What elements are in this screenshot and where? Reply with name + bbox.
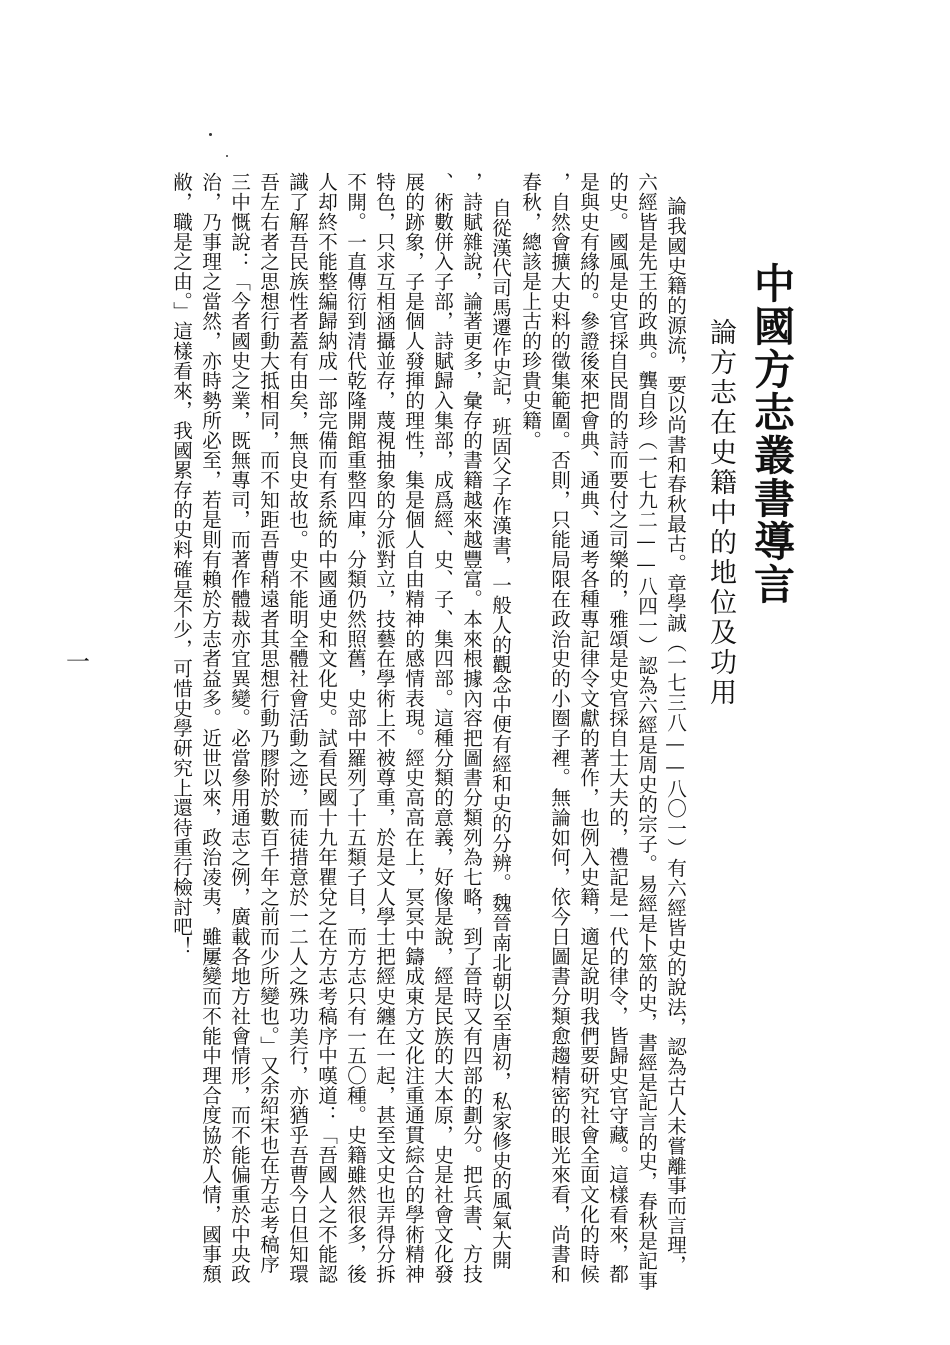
page-number: 一 [66,648,90,676]
document-subtitle: 論方志在史籍中的地位及功用 [705,318,736,708]
text-column: 敝，職是之由。」這樣看來，我國累存的史料確是不少，可惜史學研究上還待重行檢討吧！ [169,172,193,957]
text-column: 的史。國風是史官採自民間的詩而要付之司樂的，雅頌是史官採自士大夫的，禮記是一代的律令，皆歸史官守藏。這樣看來，都 [605,172,629,1284]
text-column: 人却終不能整編歸納成一部完備而有系統的中國通史和文化史。試看民國十九年瞿兌之在方志考稿序中嘆道：「吾國人之不能認 [314,172,338,1284]
text-column: 三中慨說：「今者國史之業，既無專司，而著作體裁亦宜異變。必當參用通志之例，廣載各地方社會情形，而不能偏重於中央政 [227,172,251,1284]
text-column: 吾左右者之思想行動大抵相同，而不知距吾曹稍遠者其思想行動乃膠附於數百千年之前而少所變也。」又余紹宋也在方志考稿序 [256,172,280,1274]
text-column: 春秋，總該是上古的珍貴史籍。 [518,172,542,450]
scan-speck [226,155,228,157]
text-column: 、術數併入子部，詩賦歸入集部，成爲經、史、子、集四部。這種分類的意義，好像是說，經是民族的大本原，史是社會文化發 [430,172,454,1284]
text-column: 識了解吾民族性者蓋有由矣，無良史故也。史不能明全體社會活動之迹，而徒措意於一二人之殊功美行，亦猶乎吾曹今日但知環 [285,172,309,1284]
text-column: 治，乃事理之當然，亦時勢所必至，若是則有賴於方志者益多。近世以來，政治凌夷，雖屢變而不能中理合度協於人情，國事頹 [198,172,222,1284]
text-column: ，自然會擴大史料的徵集範圍。否則，只能局限在政治史的小圈子裡。無論如何，依今日圖書分類愈趨精密的眼光來看，尚書和 [547,172,571,1284]
text-column: 展的跡象，子是個人發揮的理性，集是個人自由精神的感情表現。經史高高在上，冥冥中鑄成東方文化注重通貫綜合的學術精神 [401,172,425,1284]
scan-speck [209,133,212,136]
text-column: 不開。一直傳衍到清代乾隆開館重整四庫，分類仍然照舊，史部中羅列了十五類子目，而方志只有一五〇種。史籍雖然很多，後 [343,172,367,1284]
text-column: 論我國史籍的源流，要以尚書和春秋最古。章學誠（一七三八——八〇一）有六經皆史的說法，認為古人未嘗離事而言理， [663,196,687,1275]
document-title: 中國方志叢書導言 [747,262,795,606]
text-column: 自從漢代司馬遷作史記，班固父子作漢書，一般人的觀念中便有經和史的分辨。魏晉南北朝以至唐初，私家修史的風氣大開 [488,178,512,1270]
text-column: 六經皆是先王的政典。龔自珍（一七九二——八四一）認為六經是周史的宗子。易經是卜筮的史，書經是記言的史，春秋是記事 [634,172,658,1291]
text-column: 特色，只求互相涵攝並存，蔑視抽象的分派對立，技藝在學術上不被尊重，於是文人學士把經史纏在一起，甚至文史也弄得分拆 [372,172,396,1284]
text-column: ，詩賦雜說，論著更多，彙存的書籍越來越豐富。本來根據內容把圖書分類列為七略，到了晉時又有四部的劃分。把兵書、方技 [459,172,483,1284]
text-column: 是與史有緣的。參證後來把會典、通典、通考各種專記律令文獻的著作，也例入史籍，適足說明我們要研究社會全面文化的時候 [576,172,600,1284]
